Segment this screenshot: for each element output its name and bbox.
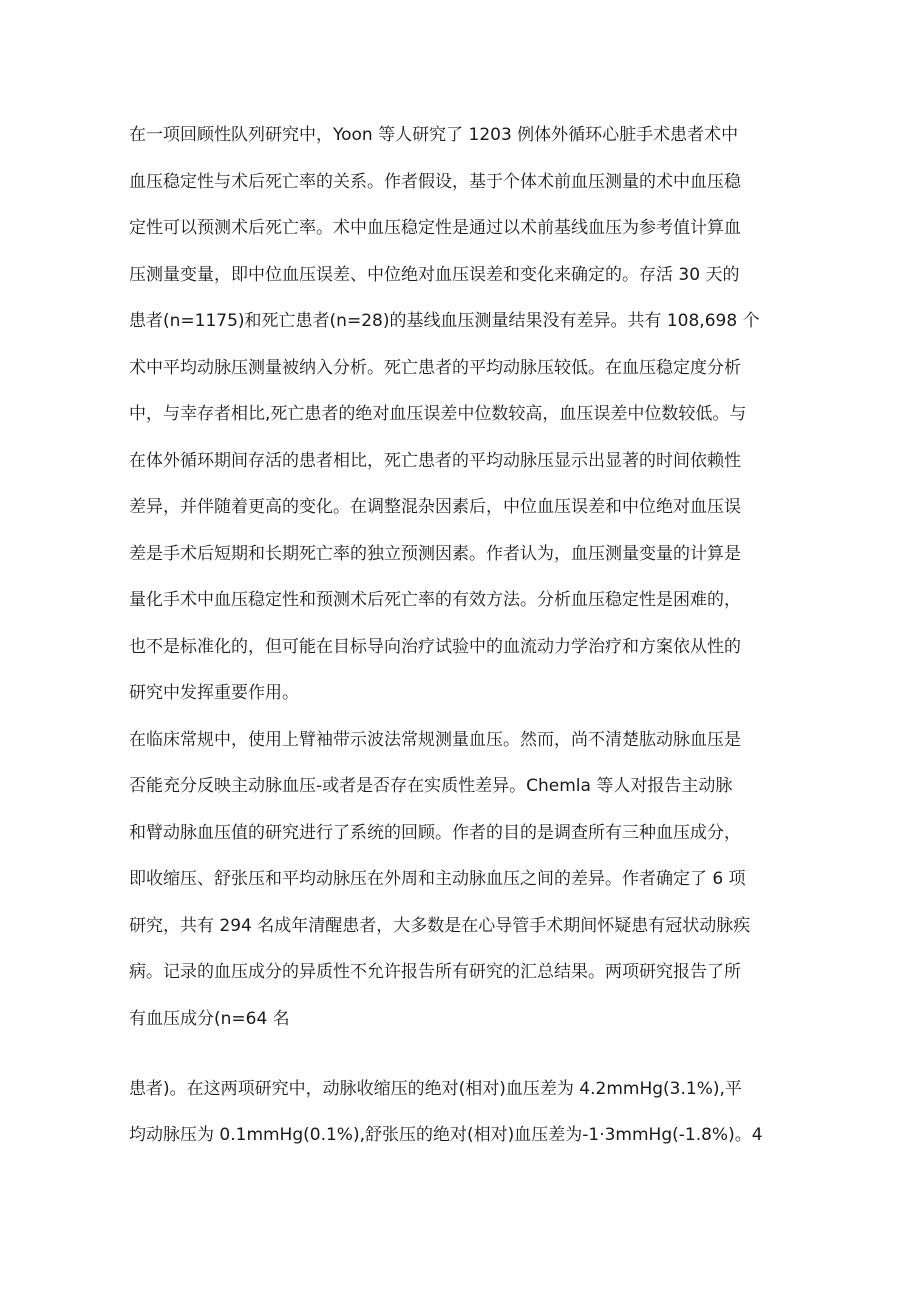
- text-line: 血压稳定性与术后死亡率的关系。作者假设，基于个体术前血压测量的术中血压稳: [129, 172, 741, 192]
- text-line: 压测量变量，即中位血压误差、中位绝对血压误差和变化来确定的。存活 30 天的: [129, 265, 740, 285]
- text-line: 否能充分反映主动脉血压-或者是否存在实质性差异。Chemla 等人对报告主动脉: [129, 776, 733, 796]
- text-line: 在体外循环期间存活的患者相比，死亡患者的平均动脉压显示出显著的时间依赖性: [129, 451, 741, 471]
- text-line: 有血压成分(n=64 名: [129, 1009, 290, 1029]
- text-line: 研究，共有 294 名成年清醒患者，大多数是在心导管手术期间怀疑患有冠状动脉疾: [129, 916, 751, 936]
- text-line: 患者)。在这两项研究中，动脉收缩压的绝对(相对)血压差为 4.2mmHg(3.1%),平: [129, 1079, 742, 1099]
- text-line: 在一项回顾性队列研究中，Yoon 等人研究了 1203 例体外循环心脏手术患者术中: [129, 125, 739, 145]
- text-line: 均动脉压为 0.1mmHg(0.1%),舒张压的绝对(相对)血压差为-1·3mmHg(-1.8%)。4: [129, 1125, 763, 1145]
- text-line: 差异，并伴随着更高的变化。在调整混杂因素后，中位血压误差和中位绝对血压误: [129, 497, 741, 517]
- text-line: 也不是标准化的，但可能在目标导向治疗试验中的血流动力学治疗和方案依从性的: [129, 637, 741, 657]
- text-line: 研究中发挥重要作用。: [129, 683, 299, 703]
- text-line: 中，与幸存者相比,死亡患者的绝对血压误差中位数较高，血压误差中位数较低。与: [129, 404, 747, 424]
- text-line: 和臂动脉血压值的研究进行了系统的回顾。作者的目的是调查所有三种血压成分，: [129, 823, 741, 843]
- text-line: 即收缩压、舒张压和平均动脉压在外周和主动脉血压之间的差异。作者确定了 6 项: [129, 869, 746, 889]
- text-line: 量化手术中血压稳定性和预测术后死亡率的有效方法。分析血压稳定性是困难的，: [129, 590, 741, 610]
- text-line: 在临床常规中，使用上臂袖带示波法常规测量血压。然而，尚不清楚肱动脉血压是: [129, 730, 741, 750]
- text-line: 术中平均动脉压测量被纳入分析。死亡患者的平均动脉压较低。在血压稳定度分析: [129, 358, 741, 378]
- text-line: 病。记录的血压成分的异质性不允许报告所有研究的汇总结果。两项研究报告了所: [129, 962, 741, 982]
- text-line: 定性可以预测术后死亡率。术中血压稳定性是通过以术前基线血压为参考值计算血: [129, 218, 741, 238]
- text-line: 差是手术后短期和长期死亡率的独立预测因素。作者认为，血压测量变量的计算是: [129, 544, 741, 564]
- text-line: 患者(n=1175)和死亡患者(n=28)的基线血压测量结果没有差异。共有 108,698 个: [129, 311, 760, 331]
